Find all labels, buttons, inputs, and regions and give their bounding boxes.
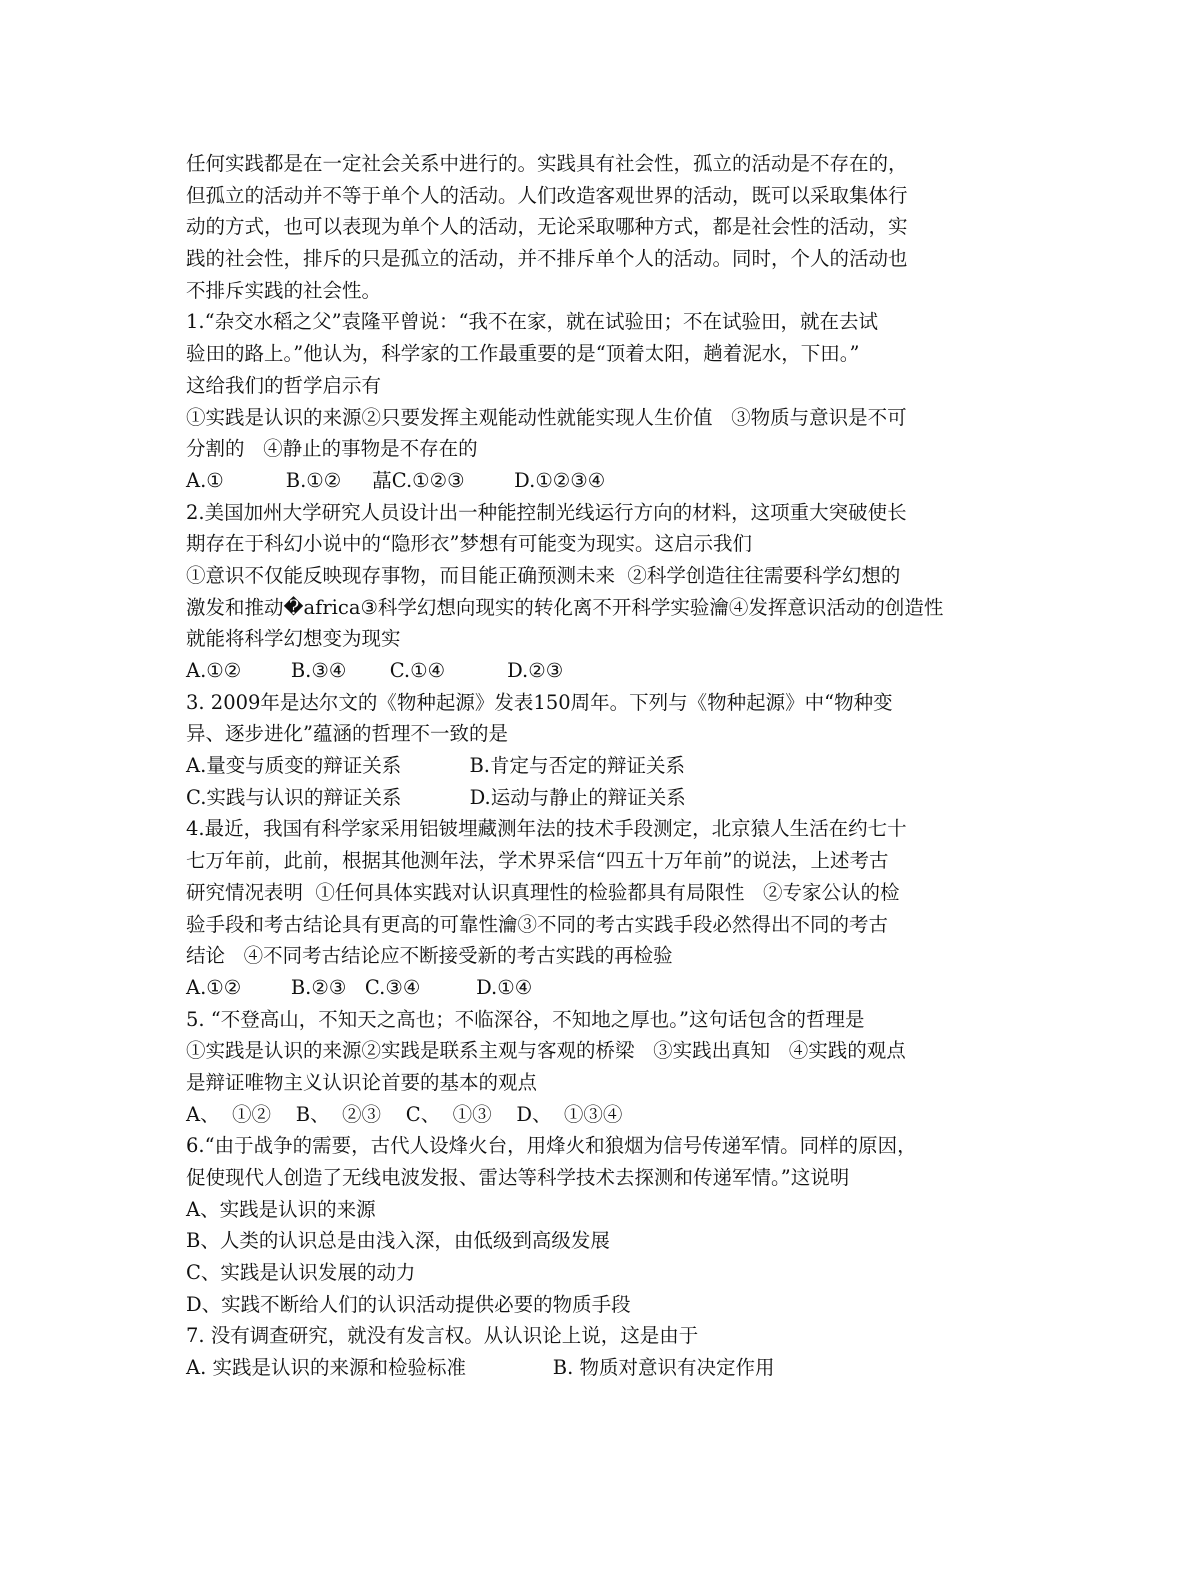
question-5-options: A、 ①② B、 ②③ C、 ①③ D、 ①③④ bbox=[186, 1102, 623, 1126]
question-6-line: 促使现代人创造了无线电波发报、雷达等科学技术去探测和传递军情。”这说明 bbox=[186, 1166, 850, 1189]
text-line: 但孤立的活动并不等于单个人的活动。人们改造客观世界的活动，既可以采取集体行 bbox=[186, 183, 908, 207]
question-4-options: A.①② B.②③ C.③④ D.①④ bbox=[186, 975, 533, 999]
question-2-statements: 激发和推动�africa③科学幻想向现实的转化离不开科学实验瀹④发挥意识活动的创造性 bbox=[186, 595, 944, 619]
text-line: 不排斥实践的社会性。 bbox=[186, 278, 382, 302]
question-5-statements: ①实践是认识的来源②实践是联系主观与客观的桥梁 ③实践出真知 ④实践的观点 bbox=[186, 1039, 906, 1063]
question-1-statements: 分割的 ④静止的事物是不存在的 bbox=[186, 437, 478, 461]
question-1-statements: ①实践是认识的来源②只要发挥主观能动性就能实现人生价值 ③物质与意识是不可 bbox=[186, 405, 907, 429]
question-4-statements: 结论 ④不同考古结论应不断接受新的考古实践的再检验 bbox=[186, 944, 673, 968]
document-body bbox=[186, 148, 986, 1384]
question-4-line: 4.最近，我国有科学家采用铝铍埋藏测年法的技术手段测定，北京猿人生活在约七十 bbox=[186, 817, 907, 841]
question-3-options: A.量变与质变的辩证关系 B.肯定与否定的辩证关系 bbox=[186, 754, 685, 778]
question-6-option: C、实践是认识发展的动力 bbox=[186, 1261, 416, 1285]
question-4-statements: 研究情况表明 ①任何具体实践对认识真理性的检验都具有局限性 ②专家公认的检 bbox=[186, 880, 900, 904]
question-6-option: D、实践不断给人们的认识活动提供必要的物质手段 bbox=[186, 1292, 631, 1316]
question-2-statements: 就能将科学幻想变为现实 bbox=[186, 627, 401, 651]
question-1-line: 1.“杂交水稻之父”袁隆平曾说：“我不在家，就在试验田；不在试验田，就在去试 bbox=[186, 310, 879, 334]
question-2-options: A.①② B.③④ C.①④ D.②③ bbox=[186, 659, 564, 682]
question-1-line: 这给我们的哲学启示有 bbox=[186, 373, 382, 397]
question-2-statements: ①意识不仅能反映现存事物，而目能正确预测未来 ②科学创造往往需要科学幻想的 bbox=[186, 563, 901, 587]
question-1-options: A.① B.①② 蕌C.①②③ D.①②③④ bbox=[186, 468, 606, 492]
question-7-line: 7. 没有调查研究，就没有发言权。从认识论上说，这是由于 bbox=[186, 1324, 699, 1348]
question-3-line: 异、逐步进化”蕴涵的哲理不一致的是 bbox=[186, 722, 508, 746]
question-1-line: 验田的路上。”他认为，科学家的工作最重要的是“顶着太阳，趟着泥水，下田。” bbox=[186, 342, 860, 366]
question-2-line: 2.美国加州大学研究人员设计出一种能控制光线运行方向的材料，这项重大突破使长 bbox=[186, 500, 907, 524]
question-4-statements: 验手段和考古结论具有更高的可靠性瀹③不同的考古实践手段必然得出不同的考古 bbox=[186, 912, 889, 936]
question-4-line: 七万年前，此前，根据其他测年法，学术界采信“四五十万年前”的说法，上述考古 bbox=[186, 849, 889, 873]
question-2-line: 期存在于科幻小说中的“隐形衣”梦想有可能变为现实。这启示我们 bbox=[186, 532, 752, 556]
question-5-line: 5. “不登高山，不知天之高也；不临深谷，不知地之厚也。”这句话包含的哲理是 bbox=[186, 1007, 865, 1031]
question-6-option: B、人类的认识总是由浅入深，由低级到高级发展 bbox=[186, 1229, 610, 1253]
text-line: 践的社会性，排斥的只是孤立的活动，并不排斥单个人的活动。同时，个人的活动也 bbox=[186, 247, 908, 271]
question-3-options: C.实践与认识的辩证关系 D.运动与静止的辩证关系 bbox=[186, 785, 686, 809]
question-5-statements: 是辩证唯物主义认识论首要的基本的观点 bbox=[186, 1070, 538, 1094]
question-3-line: 3. 2009年是达尔文的《物种起源》发表150周年。下列与《物种起源》中“物种变 bbox=[186, 690, 893, 714]
text-line: 动的方式，也可以表现为单个人的活动，无论采取哪种方式，都是社会性的活动，实 bbox=[186, 215, 908, 239]
question-6-option: A、实践是认识的来源 bbox=[186, 1197, 376, 1221]
question-6-line: 6.“由于战争的需要，古代人设烽火台，用烽火和狼烟为信号传递军情。同样的原因， bbox=[186, 1134, 917, 1158]
question-7-options: A. 实践是认识的来源和检验标准 B. 物质对意识有决定作用 bbox=[186, 1356, 775, 1380]
text-line: 任何实践都是在一定社会关系中进行的。实践具有社会性，孤立的活动是不存在的， bbox=[186, 152, 908, 175]
